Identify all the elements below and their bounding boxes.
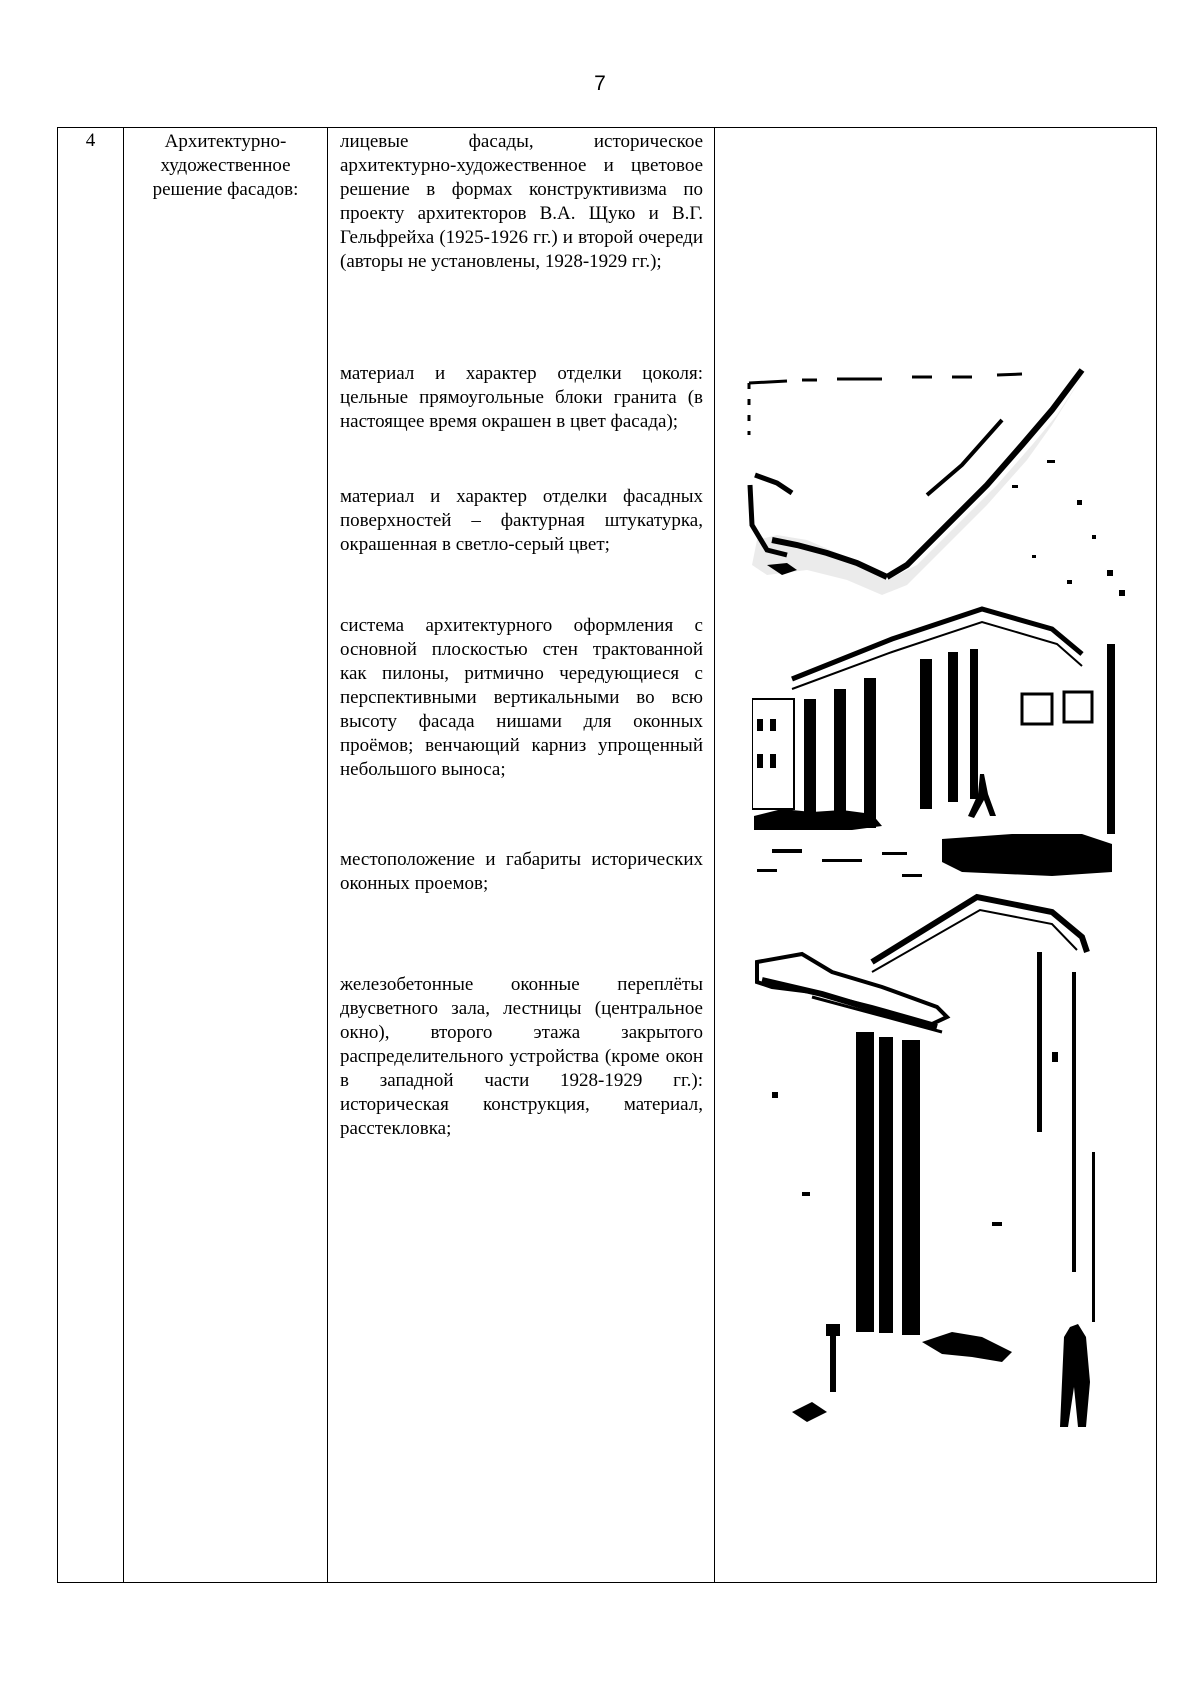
description-paragraph: материал и характер отделки фасадных поверхностей – фактурная штукатурка, окрашенная в светло-серый цвет; — [340, 486, 703, 555]
description-paragraph: местоположение и габариты исторических оконных проемов; — [340, 849, 703, 894]
plinth-photo — [747, 365, 1127, 600]
photo-cell — [715, 128, 1157, 1583]
description-paragraph: система архитектурного оформления с основной плоскостью стен трактованной как пилоны, ритмично чередующиеся с перспективными вертикальными во всю высоту фасада нишами для оконных проёмов; венчающий карниз упрощенный небольшого выноса; — [340, 615, 703, 780]
row-name: Архитектурно-художественное решение фасадов: — [152, 131, 299, 200]
table-row — [58, 128, 1157, 1583]
description-paragraph: материал и характер отделки цоколя: цельные прямоугольные блоки гранита (в настоящее время окрашен в цвет фасада); — [340, 363, 703, 432]
row-number: 4 — [85, 130, 96, 151]
facade-photo — [752, 604, 1122, 886]
description-cell — [328, 128, 715, 1583]
row-name-cell — [124, 128, 328, 1583]
description-paragraph: железобетонные оконные переплёты двусветного зала, лестницы (центральное окно), второго этажа закрытого распределительного устройства (кроме окон в западной части 1928-1929 гг.): историческая конструкция, материал, расстекловка; — [340, 974, 703, 1139]
description-paragraph: лицевые фасады, историческое архитектурно-художественное и цветовое решение в формах конструктивизма по проекту архитекторов В.А. Щуко и В.Г. Гельфрейха (1925-1926 гг.) и второй очереди (авторы не установлены, 1928-1929 гг.); — [340, 131, 703, 272]
page-number: 7 — [594, 72, 606, 95]
portal-photo — [752, 892, 1122, 1438]
row-number-cell — [58, 128, 124, 1583]
protection-subject-table — [57, 127, 1157, 1583]
